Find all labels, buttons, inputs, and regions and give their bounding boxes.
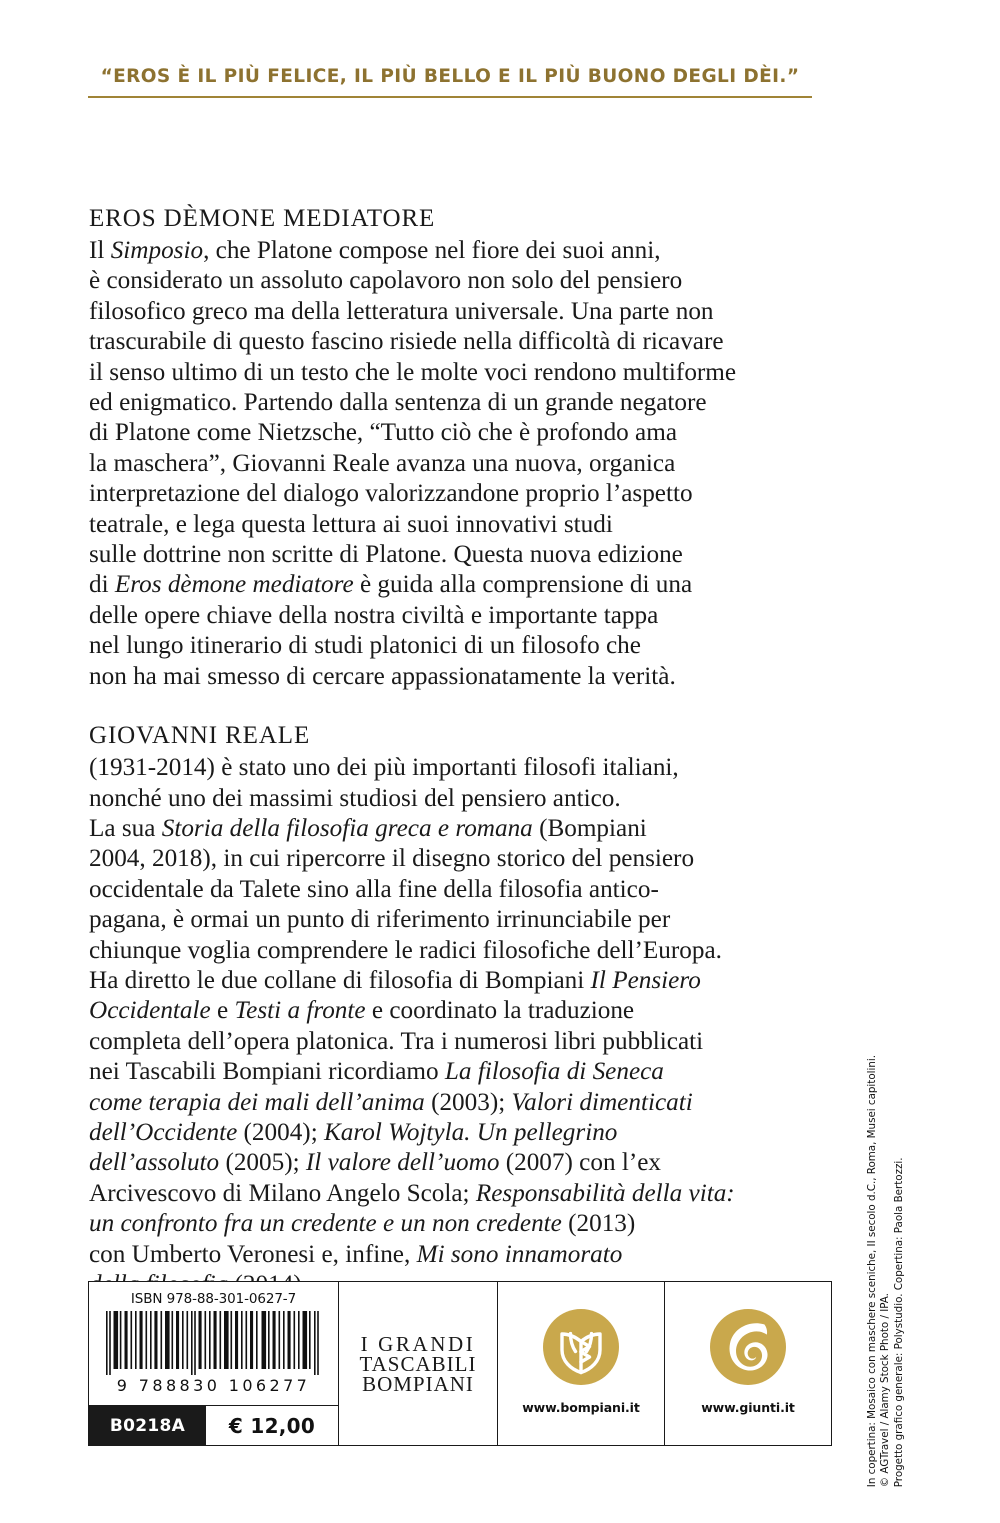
headline-divider [88,96,812,98]
credit-line-2: © AGTravel / Alamy Stock Photo / IPA. [879,1293,892,1488]
back-cover-copy [89,203,819,1300]
credit-line-3: Progetto grafico generale: Polystudio. Copertina: Paola Bertozzi. [892,1157,905,1488]
bompiani-url[interactable]: www.bompiani.it [522,1400,640,1415]
blurb-block [89,203,819,692]
imprint-series-name [359,1331,477,1396]
isbn-label: ISBN 978-88-301-0627-7 [130,1291,297,1307]
barcode-panel [88,1281,339,1446]
headline-quote: “EROS È IL PIÙ FELICE, IL PIÙ BELLO E IL PIÙ BUONO DEGLI DÈI.” [100,66,800,87]
imprint-panel [339,1281,498,1446]
giunti-publisher-panel [665,1281,832,1446]
product-code: B0218A [89,1406,206,1445]
author-name-heading: GIOVANNI REALE [89,722,311,750]
barcode-bars-icon [106,1311,322,1375]
bompiani-logo-icon [542,1308,620,1391]
price-row [89,1405,338,1445]
barcode-inner [89,1282,338,1405]
price-value: € 12,00 [228,1413,316,1438]
headline-block [88,66,812,98]
barcode-digits: 9 788830 106277 [116,1376,311,1395]
imprint-line-1: I GRANDI [360,1331,476,1356]
giunti-logo-icon [709,1308,787,1391]
blurb-title: EROS DÈMONE MEDIATORE [89,205,436,232]
imprint-line-2: TASCABILI [359,1351,477,1376]
author-bio-block [89,720,819,1300]
bompiani-publisher-panel [498,1281,665,1446]
credit-line-1: In copertina: Mosaico con maschere sceniche, II secolo d.C., Roma, Musei capitolini. [865,1055,878,1488]
author-bio-paragraph: (1931-2014) è stato uno dei più importanti filosofi italiani, nonché uno dei massimi studiosi del pensiero antico. La sua Storia della filosofia greca e romana (Bompiani 2004, 2018), in cui ripercorre il disegno storico del pensiero occidentale da Talete sino alla fine della filosofia antico- pagana, è ormai un punto di riferimento irrinunciabile per chiunque voglia comprendere le radici filosofiche dell’Europa. Ha diretto le due collane di filosofia di Bompiani Il Pensiero Occidentale e Testi a fronte e coordinato la traduzione completa dell’opera platonica. Tra i numerosi libri pubblicati nei Tascabili Bompiani ricordiamo La filosofia di Seneca come terapia dei mali dell’anima (2003); Valori dimenticati dell’Occidente (2004); Karol Wojtyla. Un pellegrino dell’assoluto (2005); Il valore dell’uomo (2007) con l’ex Arcivescovo di Milano Angelo Scola; Responsabilità della vita: un confronto fra un credente e un non credente (2013) con Umberto Veronesi e, infine, Mi sono innamorato [89,754,735,1268]
giunti-url[interactable]: www.giunti.it [701,1400,795,1415]
blurb-paragraph: Il Simposio, che Platone compose nel fiore dei suoi anni, è considerato un assoluto capolavoro non solo del pensiero filosofico greco ma della letteratura universale. Una parte non trascurabile di questo fascino risiede nella difficoltà di ricavare il senso ultimo di un testo che le molte voci rendono multiforme ed enigmatico. Partendo dalla sentenza di un grande negatore di Platone come Nietzsche, “Tutto ciò che è profondo ama la maschera”, Giovanni Reale avanza una nuova, organica interpretazione del dialogo valorizzandone proprio l’aspetto teatrale, e lega questa lettura ai suoi innovativi studi sulle dottrine non scritte di Platone. Questa nuova edizione di Eros dèmone mediatore è guida alla comprensione di una delle opere chiave della nostra civiltà e importante tappa nel lungo itinerario di studi platonici di un filosofo che non ha mai smesso di cercare appassionatamente la verità. [89,237,737,690]
cover-footer-strip [88,1281,833,1446]
imprint-line-3: BOMPIANI [362,1371,474,1396]
cover-credits [866,1057,906,1487]
